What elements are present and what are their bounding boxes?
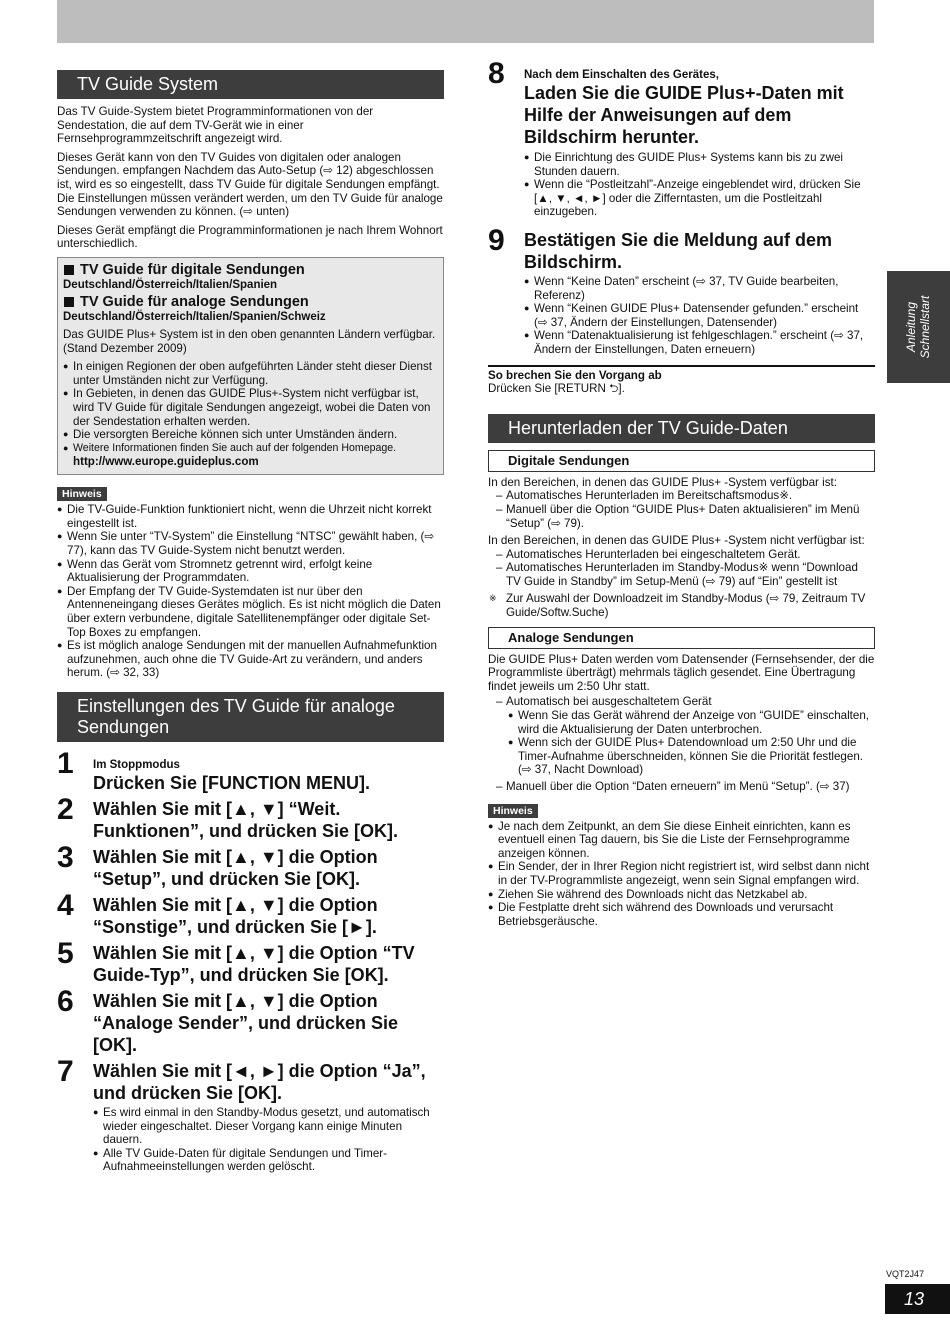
section-title-analog-settings: Einstellungen des TV Guide für analoge Sendungen — [57, 692, 444, 742]
step-title: Wählen Sie mit [▲, ▼] die Option “TV Guide-Typ”, und drücken Sie [OK]. — [93, 943, 415, 985]
list-item: ● Wenn “Datenaktualisierung ist fehlgeschlagen.” erscheint (⇨ 37, Ändern der Einstellungen, Daten erneuern) — [524, 329, 875, 356]
list-item: ● In einigen Regionen der oben aufgeführten Länder steht dieser Dienst unter Umständen nicht zur Verfügung. — [63, 360, 439, 387]
step-5 — [57, 937, 444, 986]
dash-list — [488, 489, 875, 530]
list-item: ● Wenn “Keine Daten” erscheint (⇨ 37, TV Guide bearbeiten, Referenz) — [524, 275, 875, 302]
list-item: ● Ziehen Sie während des Downloads nicht das Netzkabel ab. — [488, 888, 875, 902]
step-title: Laden Sie die GUIDE Plus+-Daten mit Hilfe der Anweisungen auf dem Bildschirm herunter. — [524, 83, 844, 147]
square-bullet-icon — [64, 297, 74, 307]
dash-list — [488, 780, 875, 794]
step-4 — [57, 889, 444, 938]
subheading-analog: Analoge Sendungen — [488, 627, 875, 649]
step-number: 8 — [488, 57, 505, 90]
step-number: 4 — [57, 889, 74, 922]
left-column — [57, 70, 444, 1174]
cancel-title: So brechen Sie den Vorgang ab — [488, 368, 662, 382]
paragraph: Das TV Guide-System bietet Programminformationen von der Sendestation, die auf dem TV-Gerät wie in einer Fernsehprogrammzeitschrift angezeigt wird. — [57, 105, 374, 146]
list-item: – Automatisches Herunterladen im Bereitschaftsmodus※. — [488, 489, 875, 503]
dash-list — [488, 548, 875, 589]
note-list — [57, 503, 444, 680]
list-item: ● Es ist möglich analoge Sendungen mit der manuellen Aufnahmefunktion aufzunehmen, auch ohne die TV Guide-Art zu verändern, und anders herum. (⇨ 32, 33) — [57, 639, 444, 680]
section-title-download: Herunterladen der TV Guide-Daten — [488, 414, 875, 443]
list-item: ● Die versorgten Bereiche können sich unter Umständen ändern. — [63, 428, 439, 442]
availability-box — [57, 257, 444, 475]
step-number: 9 — [488, 223, 505, 257]
homepage-link[interactable]: http://www.europe.guideplus.com — [73, 455, 259, 469]
bullet-list — [524, 275, 875, 357]
list-item: ● Der Empfang der TV Guide-Systemdaten ist nur über den Antenneneingang dieses Gerätes möglich. Es ist nicht möglich die Daten über extern verbundene, digitale Satellitenempfänger oder digitale Set-Top Boxes zu empfangen. — [57, 585, 444, 639]
list-item: ● Wenn das Gerät vom Stromnetz getrennt wird, erfolgt keine Aktualisierung der Programmdaten. — [57, 558, 444, 585]
list-item: ● Weitere Informationen finden Sie auch auf der folgenden Homepage. — [63, 442, 439, 456]
list-item: ● Je nach dem Zeitpunkt, an dem Sie diese Einheit einrichten, kann es eventuell einen Tag dauern, bis Sie die Liste der Fernsehprogramme anzeigen können. — [488, 820, 875, 861]
list-item: ● In Gebieten, in denen das GUIDE Plus+-System nicht verfügbar ist, wird TV Guide für digitale Sendungen angezeigt, wobei die Daten von der Sendestation erhalten werden. — [63, 387, 439, 428]
list-item: ● Wenn Sie das Gerät während der Anzeige von “GUIDE” einschalten, wird die Aktualisierung der Daten unterbrochen. — [508, 709, 875, 736]
bullet-list — [524, 151, 875, 219]
bullet-list — [63, 360, 439, 442]
box-heading: TV Guide für digitale Sendungen — [63, 262, 439, 278]
step-condition: Im Stoppmodus — [93, 759, 180, 771]
list-item: – Automatisch bei ausgeschaltetem Gerät — [488, 695, 875, 709]
list-item: – Automatisches Herunterladen im Standby-Modus※ wenn “Download TV Guide in Standby” im Setup-Menü (⇨ 79) auf “Ein” gestellt ist — [488, 561, 875, 588]
step-1 — [57, 747, 444, 794]
box-heading: TV Guide für analoge Sendungen — [63, 294, 439, 310]
list-item: – Manuell über die Option “GUIDE Plus+ Daten aktualisieren” im Menü “Setup” (⇨ 79). — [488, 503, 875, 530]
paragraph: In den Bereichen, in denen das GUIDE Plus+ -System nicht verfügbar ist: — [488, 534, 865, 548]
paragraph: Das GUIDE Plus+ System ist in den oben genannten Ländern verfügbar. — [63, 327, 436, 341]
list-item: – Automatisches Herunterladen bei eingeschaltetem Gerät. — [488, 548, 875, 562]
step-title: Drücken Sie [FUNCTION MENU]. — [93, 773, 371, 793]
step-title: Wählen Sie mit [◄, ►] die Option “Ja”, und drücken Sie [OK]. — [93, 1061, 426, 1103]
step-7 — [57, 1055, 444, 1174]
step-9 — [488, 223, 875, 357]
country-list: Deutschland/Österreich/Italien/Spanien/Schweiz — [63, 310, 326, 323]
bullet-list — [488, 709, 875, 777]
step-title: Wählen Sie mit [▲, ▼] die Option “Sonstige”, und drücken Sie [►]. — [93, 895, 378, 937]
step-title: Wählen Sie mit [▲, ▼] “Weit. Funktionen”, und drücken Sie [OK]. — [93, 799, 399, 841]
country-list: Deutschland/Österreich/Italien/Spanien — [63, 278, 278, 291]
square-bullet-icon — [64, 265, 74, 275]
list-item: ● Wenn sich der GUIDE Plus+ Datendownload um 2:50 Uhr und die Timer-Aufnahme überschneiden, können Sie die Priorität festlegen. (⇨ 37, Nacht Download) — [508, 736, 875, 777]
paragraph: Dieses Gerät kann von den TV Guides von digitalen oder analogen Sendungen. empfangen Nachdem das Auto-Setup (⇨ 12) abgeschlossen ist, wird es so eingestellt, dass TV Guide für digitale Sendungen empfängt. Die Einstellungen müssen verändert werden, um den TV Guide für analoge Sendungen verwenden zu können. (⇨ unten) — [57, 150, 443, 219]
step-number: 1 — [57, 747, 74, 780]
step-number: 7 — [57, 1055, 74, 1088]
hinweis-badge: Hinweis — [488, 804, 538, 818]
hinweis-badge: Hinweis — [57, 487, 107, 501]
list-item: ● Wenn die “Postleitzahl”-Anzeige eingeblendet wird, drücken Sie [▲, ▼, ◄, ►] oder die Zifferntasten, um die Postleitzahl einzugeben. — [524, 178, 875, 219]
step-number: 5 — [57, 937, 74, 970]
subheading-digital: Digitale Sendungen — [488, 450, 875, 472]
note-list — [488, 820, 875, 929]
step-6 — [57, 985, 444, 1056]
header-band — [57, 0, 874, 43]
list-item: ● Alle TV Guide-Daten für digitale Sendungen und Timer-Aufnahmeeinstellungen werden gelöscht. — [93, 1147, 444, 1174]
section-title-tv-guide-system: TV Guide System — [57, 70, 444, 99]
list-item: ● Es wird einmal in den Standby-Modus gesetzt, und automatisch wieder eingeschaltet. Dieser Vorgang kann einige Minuten dauern. — [93, 1106, 444, 1147]
step-3 — [57, 841, 444, 890]
document-code: VQT2J47 — [886, 1269, 925, 1279]
chapter-tab — [887, 271, 950, 383]
list-item: ● Ein Sender, der in Ihrer Region nicht registriert ist, wird selbst dann nicht in der TV-Programmliste angezeigt, wenn sein Signal empfangen wird. — [488, 860, 875, 887]
list-item: ● Die Festplatte dreht sich während des Downloads und verursacht Betriebsgeräusche. — [488, 901, 875, 928]
page-number: 13 — [885, 1284, 950, 1314]
step-number: 2 — [57, 793, 74, 826]
bullet-list — [63, 442, 439, 456]
step-number: 6 — [57, 985, 74, 1018]
list-item: ● Die Einrichtung des GUIDE Plus+ Systems kann bis zu zwei Stunden dauern. — [524, 151, 875, 178]
step-title: Wählen Sie mit [▲, ▼] die Option “Analoge Sender”, und drücken Sie [OK]. — [93, 991, 399, 1055]
paragraph: (Stand Dezember 2009) — [63, 341, 187, 355]
list-item: ● Wenn Sie unter “TV-System” die Einstellung “NTSC” gewählt haben, (⇨ 77), kann das TV Guide-System nicht benutzt werden. — [57, 530, 444, 557]
paragraph: In den Bereichen, in denen das GUIDE Plus+ -System verfügbar ist: — [488, 475, 837, 489]
step-condition: Nach dem Einschalten des Gerätes, — [524, 69, 719, 81]
step-title: Wählen Sie mit [▲, ▼] die Option “Setup”, und drücken Sie [OK]. — [93, 847, 378, 889]
step-title: Bestätigen Sie die Meldung auf dem Bildschirm. — [524, 229, 833, 272]
footnote: ※ Zur Auswahl der Downloadzeit im Standby-Modus (⇨ 79, Zeitraum TV Guide/Softw.Suche) — [489, 592, 866, 620]
step-number: 3 — [57, 841, 74, 874]
list-item: ● Wenn “Keinen GUIDE Plus+ Datensender gefunden.” erscheint (⇨ 37, Ändern der Einstellungen, Datensender) — [524, 302, 875, 329]
cancel-text: Drücken Sie [RETURN ⮌]. — [488, 382, 625, 396]
dash-list — [488, 695, 875, 709]
paragraph: Die GUIDE Plus+ Daten werden vom Datensender (Fernsehsender, der die Programmliste überträgt) mehrmals täglich gesendet. Eine Übertragung findet jeweils um 2:50 Uhr statt. — [488, 652, 875, 693]
list-item: ● Die TV-Guide-Funktion funktioniert nicht, wenn die Uhrzeit nicht korrekt eingestellt ist. — [57, 503, 444, 530]
paragraph: Dieses Gerät empfängt die Programminformationen je nach Ihrem Wohnort unterschiedlich. — [57, 223, 443, 251]
right-column — [488, 57, 875, 928]
step-2 — [57, 793, 444, 842]
list-item: – Manuell über die Option “Daten erneuern” im Menü “Setup”. (⇨ 37) — [488, 780, 875, 794]
divider — [488, 365, 875, 367]
bullet-list — [93, 1106, 444, 1174]
step-8 — [488, 57, 875, 219]
footnote-mark: ※ — [489, 593, 497, 604]
chapter-tab-label: Anleitung Schnellstart — [904, 295, 932, 359]
